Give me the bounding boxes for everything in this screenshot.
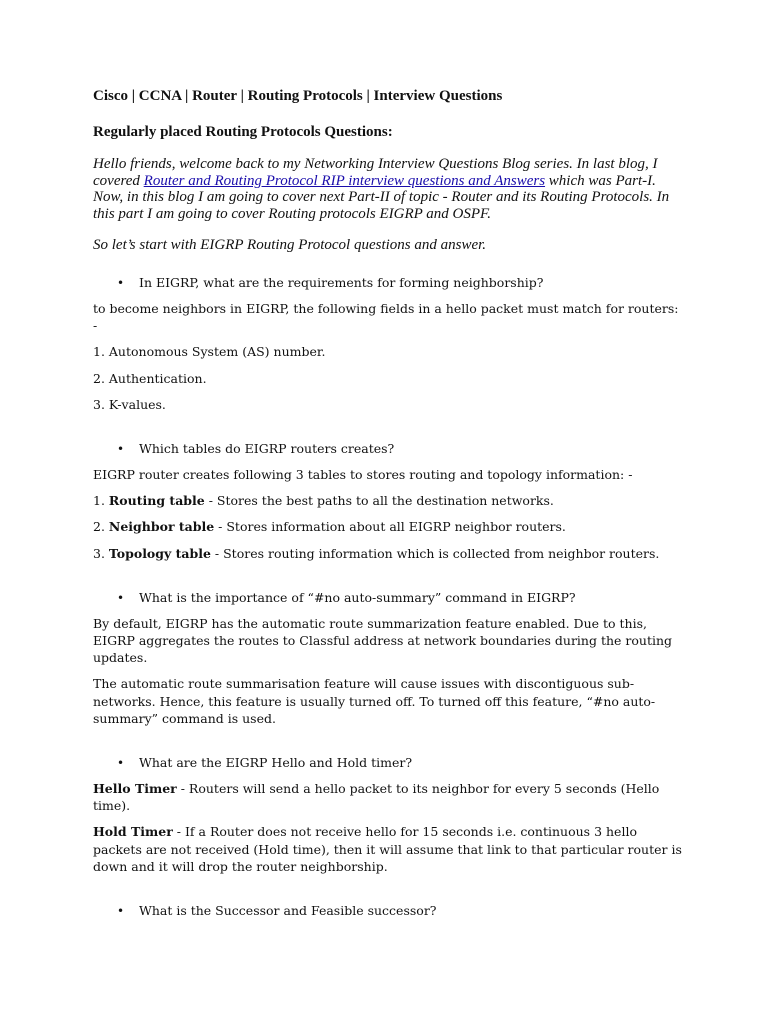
item-number: 2. [93, 519, 109, 535]
item-desc: - Stores routing information which is collected from neighbor routers. [210, 545, 660, 561]
question-5 [93, 902, 683, 920]
document-subtitle: Regularly placed Routing Protocols Questions: [93, 124, 393, 140]
answer-1-lead: to become neighbors in EIGRP, the following fields in a hello packet must match for routers: - [93, 300, 679, 334]
hello-timer-desc: - Routers will send a hello packet to its neighbor for every 5 seconds (Hello time). [93, 781, 660, 814]
bullet-icon: • [117, 441, 125, 456]
item-term: Neighbor table [108, 519, 215, 535]
hello-timer-answer [93, 780, 683, 814]
item-desc: - Stores information about all EIGRP neighbor routers. [214, 519, 566, 535]
item-term: Routing table [108, 493, 205, 509]
question-3 [93, 589, 683, 607]
rip-questions-link[interactable]: Router and Routing Protocol RIP interview questions and Answers [143, 172, 546, 189]
bullet-icon: • [117, 904, 125, 919]
answer-1-item: 2. Authentication. [93, 370, 207, 386]
intro-start-line: So let’s start with EIGRP Routing Protocol questions and answer. [93, 237, 487, 254]
intro-text-before: Hello friends, welcome back to my Networking Interview Questions Blog series. In last blog, I covered [93, 156, 658, 189]
question-2 [93, 440, 683, 458]
bullet-icon: • [117, 756, 125, 771]
question-1-text: In EIGRP, what are the requirements for forming neighborship? [139, 274, 544, 290]
intro-paragraph [93, 156, 683, 222]
answer-1-item: 1. Autonomous System (AS) number. [93, 344, 326, 360]
answer-1-item: 3. K-values. [93, 396, 166, 412]
answer-3-paragraph: By default, EIGRP has the automatic route summarization feature enabled. Due to this, EIGRP aggregates the routes to Classful address at network boundaries during the routing updates. [93, 615, 673, 666]
question-5-text: What is the Successor and Feasible successor? [139, 903, 437, 919]
hold-timer-desc: - If a Router does not receive hello for 15 seconds i.e. continuous 3 hello packets are not received (Hold time), then it will assume that link to that particular router is down and it will drop the router neighborship. [93, 824, 682, 874]
item-term: Topology table [108, 545, 211, 561]
question-2-text: Which tables do EIGRP routers creates? [139, 440, 395, 456]
bullet-icon: • [117, 590, 125, 605]
answer-2-item [93, 545, 683, 562]
item-number: 1. [93, 493, 109, 509]
answer-2-item [93, 518, 683, 535]
hold-timer-term: Hold Timer [93, 824, 173, 840]
bullet-icon: • [117, 275, 125, 290]
question-4 [93, 754, 683, 772]
item-number: 3. [93, 545, 109, 561]
hold-timer-answer [93, 823, 683, 875]
document-page [93, 86, 683, 928]
question-1 [93, 274, 683, 292]
hello-timer-term: Hello Timer [93, 781, 177, 797]
item-desc: - Stores the best paths to all the destination networks. [204, 493, 554, 509]
answer-2-lead: EIGRP router creates following 3 tables to stores routing and topology information: - [93, 466, 633, 482]
answer-3-paragraph: The automatic route summarisation feature will cause issues with discontiguous sub-networks. Hence, this feature is usually turned off. To turned off this feature, “#no auto-summary” command is used. [93, 676, 656, 726]
question-3-text: What is the importance of “#no auto-summary” command in EIGRP? [139, 589, 576, 605]
question-4-text: What are the EIGRP Hello and Hold timer? [139, 755, 413, 771]
intro-text-after: which was Part-I. Now, in this blog I am going to cover next Part-II of topic - Router and its Routing Protocols. In this part I am going to cover Routing protocols EIGRP and OSPF. [93, 172, 670, 222]
answer-2-item [93, 492, 683, 509]
document-title: Cisco | CCNA | Router | Routing Protocols | Interview Questions [93, 88, 503, 104]
